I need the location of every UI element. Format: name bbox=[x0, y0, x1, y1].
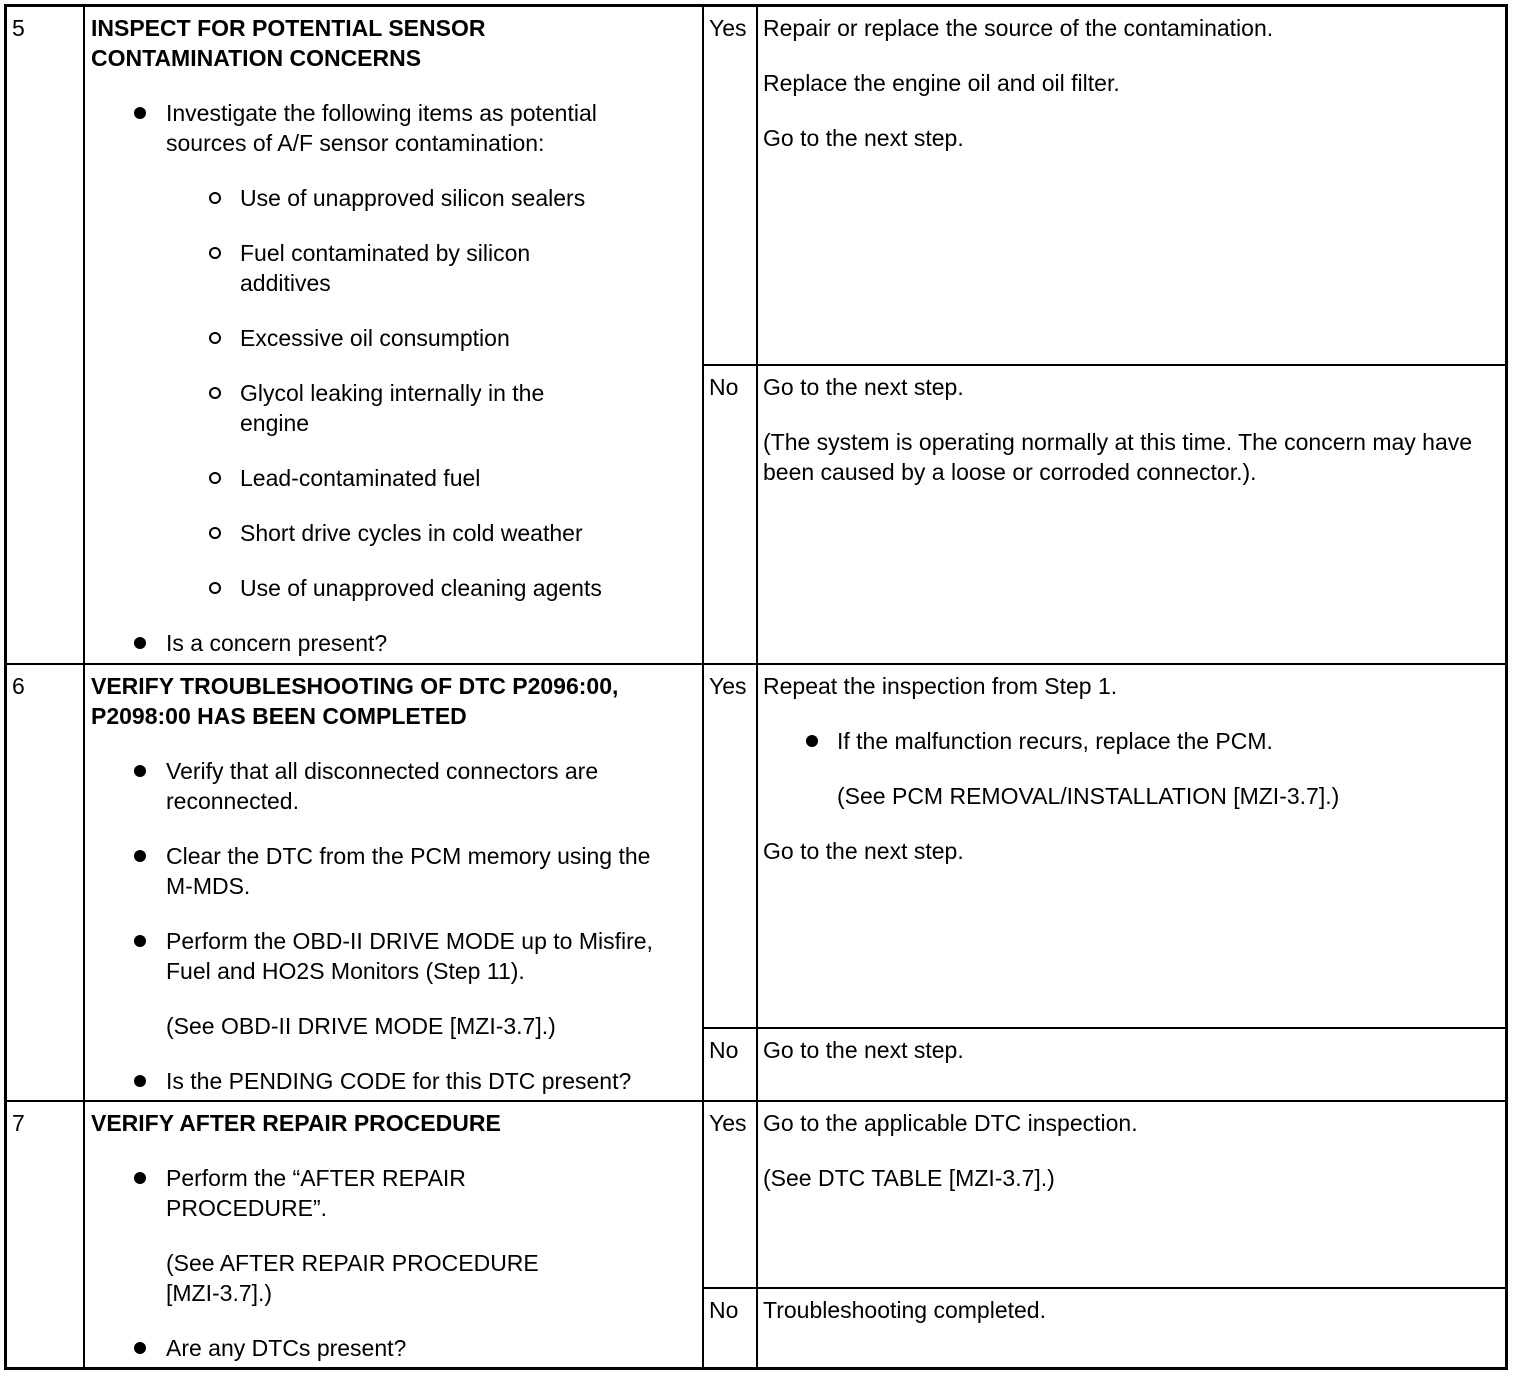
no-action: Troubleshooting completed. bbox=[763, 1297, 1046, 1323]
yes-label: Yes bbox=[709, 673, 747, 699]
no-label: No bbox=[709, 1037, 739, 1063]
yes-action: Repeat the inspection from Step 1. If the malfunction recurs, replace the PCM. (See PCM REMOVAL/INSTALLATION [MZI-3.7].) Go to the next step. bbox=[763, 671, 1493, 891]
reference-note: (See PCM REMOVAL/INSTALLATION [MZI-3.7].) bbox=[837, 783, 1340, 809]
bullet-item: Perform the OBD-II DRIVE MODE up to Misfire, Fuel and HO2S Monitors (Step 11). (See OBD-II DRIVE MODE [MZI-3.7].) bbox=[166, 926, 681, 1041]
table-row-step-7 bbox=[7, 1100, 1505, 1367]
sub-bullet-item: Lead-contaminated fuel bbox=[240, 463, 681, 493]
sub-bullet-item: Use of unapproved cleaning agents bbox=[240, 573, 681, 603]
step-title: INSPECT FOR POTENTIAL SENSOR CONTAMINATION CONCERNS bbox=[91, 15, 486, 71]
bullet-item: Investigate the following items as potential sources of A/F sensor contamination: Use of unapproved silicon sealers Fuel contaminated by silicon additives Excessive oil consumption Glycol leaking internally in the engine Lead-contaminated fuel Short drive cycles in cold weather Use of unapproved cleaning agents bbox=[166, 98, 681, 603]
inspection-cell bbox=[91, 13, 681, 683]
bullet-list bbox=[91, 1163, 681, 1363]
sub-bullet-item: Excessive oil consumption bbox=[240, 323, 681, 353]
bullet-list bbox=[91, 98, 681, 658]
no-action: Go to the next step. (The system is operating normally at this time. The concern may have been caused by a loose or corroded connector.). bbox=[763, 374, 1473, 485]
no-label: No bbox=[709, 374, 739, 400]
bullet-item: Perform the “AFTER REPAIR PROCEDURE”. (See AFTER REPAIR PROCEDURE [MZI-3.7].) bbox=[166, 1163, 586, 1308]
reference-note: (See AFTER REPAIR PROCEDURE [MZI-3.7].) bbox=[166, 1250, 539, 1306]
yes-action: Repair or replace the source of the contamination. Replace the engine oil and oil filter. Go to the next step. bbox=[763, 15, 1274, 151]
bullet-item: Clear the DTC from the PCM memory using the M-MDS. bbox=[166, 841, 681, 901]
sub-bullet-item: Glycol leaking internally in the engine bbox=[240, 378, 590, 438]
yes-action: Go to the applicable DTC inspection. (See DTC TABLE [MZI-3.7].) bbox=[763, 1110, 1138, 1191]
sub-bullet-item: Fuel contaminated by silicon additives bbox=[240, 238, 570, 298]
yes-result-cell bbox=[703, 1102, 1505, 1287]
no-result-cell bbox=[703, 1027, 1505, 1102]
table-row-step-5 bbox=[7, 7, 1505, 663]
inspection-cell bbox=[91, 1108, 681, 1388]
no-label: No bbox=[709, 1297, 739, 1323]
yes-label: Yes bbox=[709, 1110, 747, 1136]
bullet-list bbox=[763, 726, 1493, 811]
sub-bullet-list bbox=[166, 183, 681, 603]
bullet-list bbox=[91, 756, 681, 1096]
table-row-step-6 bbox=[7, 663, 1505, 1102]
step-number: 5 bbox=[12, 15, 25, 41]
bullet-item: Are any DTCs present? bbox=[166, 1333, 681, 1363]
no-result-cell bbox=[703, 1287, 1505, 1367]
step-number: 7 bbox=[12, 1110, 25, 1136]
column-divider bbox=[83, 1102, 85, 1367]
bullet-item: Is a concern present? bbox=[166, 628, 681, 658]
sub-bullet-item: Short drive cycles in cold weather bbox=[240, 518, 681, 548]
column-divider bbox=[83, 7, 85, 663]
step-number: 6 bbox=[12, 673, 25, 699]
step-title: VERIFY TROUBLESHOOTING OF DTC P2096:00, P2098:00 HAS BEEN COMPLETED bbox=[91, 673, 619, 729]
yes-result-cell bbox=[703, 665, 1505, 1027]
column-divider bbox=[83, 665, 85, 1102]
reference-note: (See OBD-II DRIVE MODE [MZI-3.7].) bbox=[166, 1013, 556, 1039]
yes-result-cell bbox=[703, 7, 1505, 364]
bullet-item: Is the PENDING CODE for this DTC present? bbox=[166, 1066, 681, 1096]
yes-label: Yes bbox=[709, 15, 747, 41]
inspection-cell bbox=[91, 671, 681, 1121]
step-title: VERIFY AFTER REPAIR PROCEDURE bbox=[91, 1110, 501, 1136]
bullet-item: Verify that all disconnected connectors are reconnected. bbox=[166, 756, 681, 816]
no-action: Go to the next step. bbox=[763, 1037, 964, 1063]
bullet-item: If the malfunction recurs, replace the PCM. (See PCM REMOVAL/INSTALLATION [MZI-3.7].) bbox=[837, 726, 1493, 811]
troubleshooting-table bbox=[4, 4, 1508, 1370]
no-result-cell bbox=[703, 364, 1505, 663]
sub-bullet-item: Use of unapproved silicon sealers bbox=[240, 183, 681, 213]
